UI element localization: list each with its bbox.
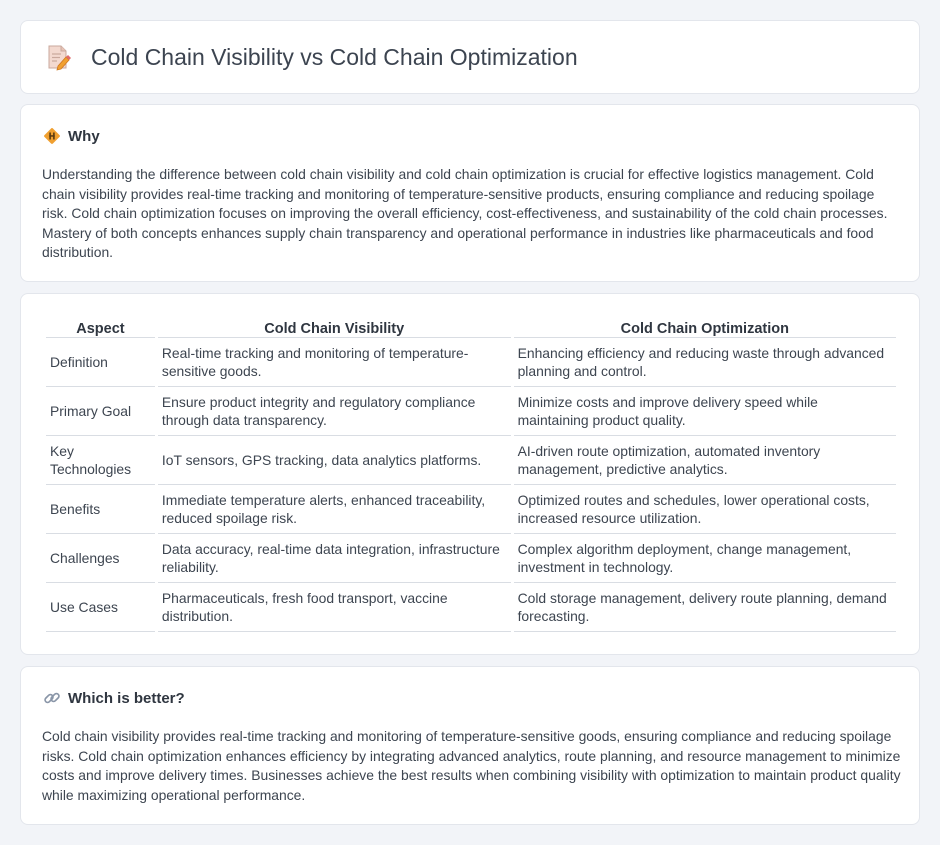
row-optimization-cell: AI-driven route optimization, automated inventory management, predictive analytics. [514,436,896,485]
diamond-warning-icon [43,127,61,145]
column-header-aspect: Aspect [46,316,155,338]
row-optimization-cell: Enhancing efficiency and reducing waste through advanced planning and control. [514,338,896,387]
why-heading-row [43,127,100,145]
header-card [20,20,920,94]
row-visibility-cell: Data accuracy, real-time data integration, infrastructure reliability. [158,534,511,583]
better-section [20,666,920,825]
row-optimization-cell: Complex algorithm deployment, change management, investment in technology. [514,534,896,583]
row-visibility-cell: Ensure product integrity and regulatory compliance through data transparency. [158,387,511,436]
better-heading: Which is better? [68,689,185,707]
title-row [45,43,578,71]
row-aspect: Use Cases [46,583,155,632]
comparison-table [43,316,899,632]
row-aspect: Challenges [46,534,155,583]
table-header-row [46,316,896,338]
column-header-visibility: Cold Chain Visibility [158,316,511,338]
table-row [46,485,896,534]
row-visibility-cell: IoT sensors, GPS tracking, data analytics platforms. [158,436,511,485]
row-visibility-cell: Immediate temperature alerts, enhanced traceability, reduced spoilage risk. [158,485,511,534]
better-body: Cold chain visibility provides real-time tracking and monitoring of temperature-sensitive goods, ensuring compliance and reducing spoilage risks. Cold chain optimization enhances efficiency by integrating advanced analytics, route planning, and resource management to minimize costs and improve delivery times. Businesses achieve the best results when combining visibility with optimization to maintain product quality while maximizing operational performance. [42,728,901,803]
column-header-optimization: Cold Chain Optimization [514,316,896,338]
better-heading-row [43,689,185,707]
table-row [46,534,896,583]
row-aspect: Definition [46,338,155,387]
row-optimization-cell: Optimized routes and schedules, lower operational costs, increased resource utilization. [514,485,896,534]
document-pencil-icon [45,43,71,71]
why-heading: Why [68,127,100,145]
why-body: Understanding the difference between cold chain visibility and cold chain optimization is crucial for effective logistics management. Cold chain visibility provides real-time tracking and monitoring of temperature-sensitive products, ensuring compliance and reducing spoilage risk. Cold chain optimization focuses on improving the overall efficiency, cost-effectiveness, and sustainability of the cold chain processes. Mastery of both concepts enhances supply chain transparency and operational performance in industries like pharmaceuticals and food distribution. [42,166,888,261]
row-aspect: Key Technologies [46,436,155,485]
row-optimization-cell: Cold storage management, delivery route planning, demand forecasting. [514,583,896,632]
row-optimization-cell: Minimize costs and improve delivery speed while maintaining product quality. [514,387,896,436]
row-visibility-cell: Real-time tracking and monitoring of temperature-sensitive goods. [158,338,511,387]
row-aspect: Primary Goal [46,387,155,436]
link-icon [43,689,61,707]
table-row [46,338,896,387]
table-row [46,387,896,436]
why-section [20,104,920,282]
comparison-section [20,293,920,655]
table-row [46,436,896,485]
page-title: Cold Chain Visibility vs Cold Chain Optimization [91,43,578,70]
row-visibility-cell: Pharmaceuticals, fresh food transport, vaccine distribution. [158,583,511,632]
row-aspect: Benefits [46,485,155,534]
table-row [46,583,896,632]
